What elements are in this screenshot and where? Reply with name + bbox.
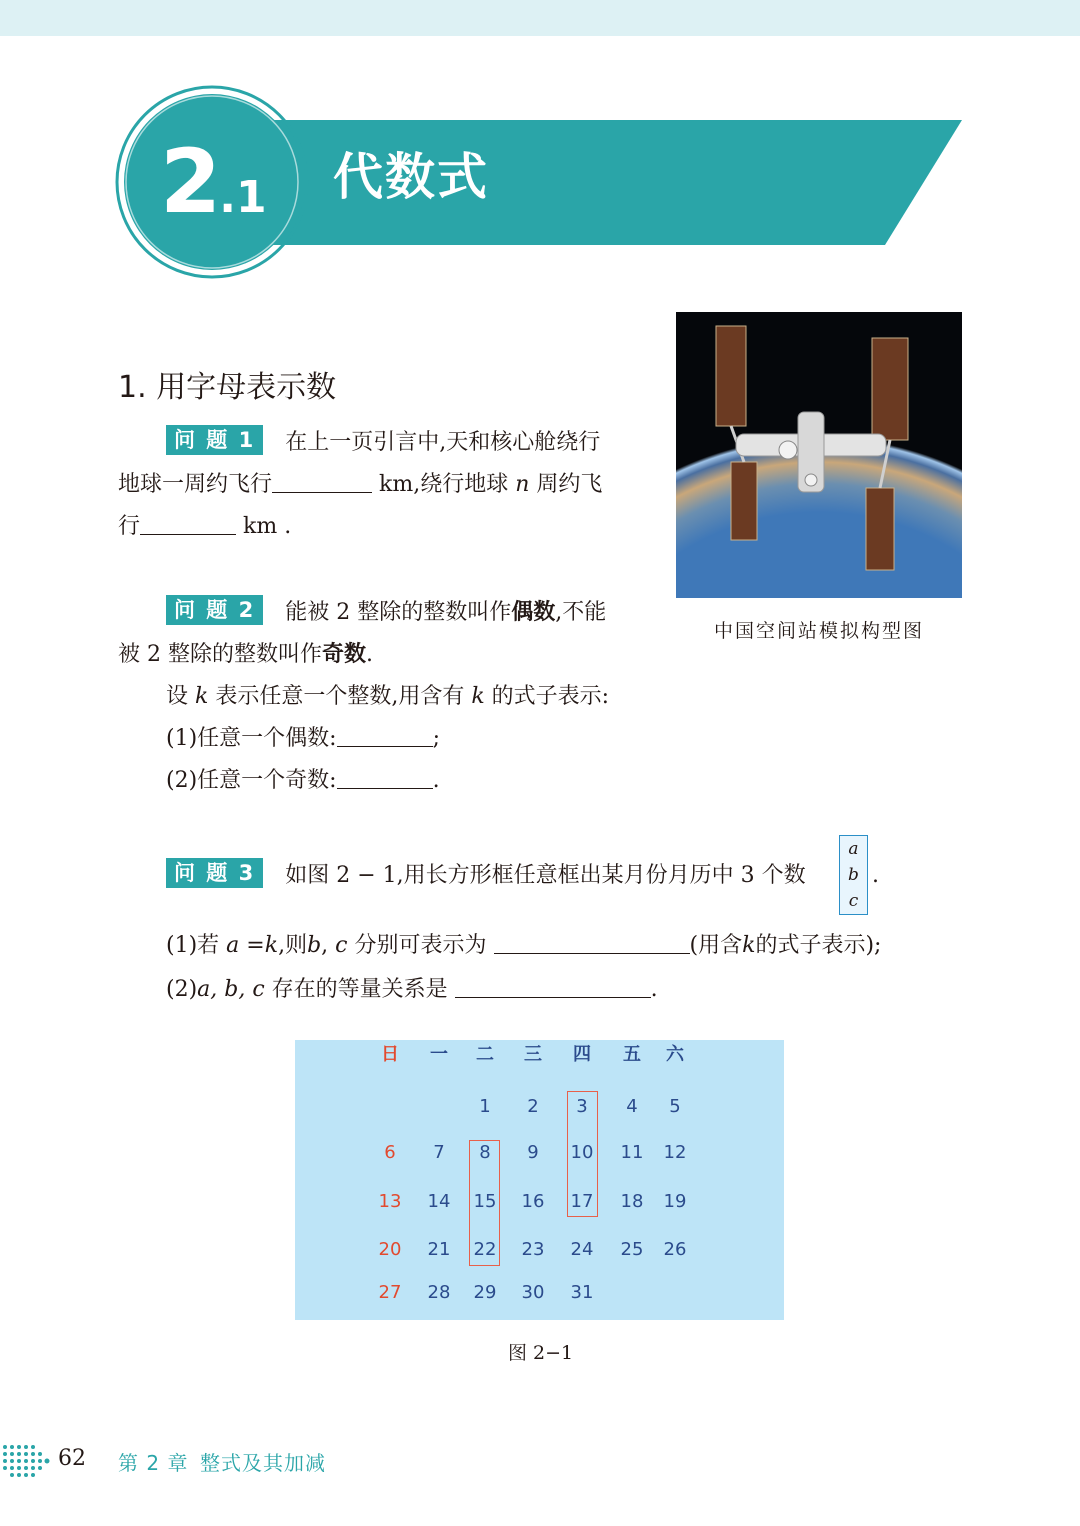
calendar-day: 29 <box>473 1282 497 1303</box>
calendar-day: 23 <box>521 1239 545 1260</box>
calendar-day: 26 <box>663 1239 687 1260</box>
calendar-day: 24 <box>570 1239 594 1260</box>
footer-dots-icon <box>2 1441 54 1477</box>
calendar-day: 9 <box>527 1142 539 1163</box>
problem-3-tag: 问 题 3 <box>166 858 263 888</box>
calendar-weekday-0: 日 <box>381 1044 399 1065</box>
answer-blank-4[interactable] <box>337 761 433 789</box>
calendar-day: 31 <box>570 1282 594 1303</box>
problem-2-tag: 问 题 2 <box>166 595 263 625</box>
calendar-day: 14 <box>427 1191 451 1212</box>
answer-blank-6[interactable] <box>455 970 651 998</box>
problem-3-period: . <box>872 863 879 888</box>
calendar-day: 5 <box>669 1096 681 1117</box>
calendar-day: 1 <box>479 1096 491 1117</box>
calendar-day: 10 <box>570 1142 594 1163</box>
term-even: 偶数 <box>511 600 556 625</box>
answer-blank-1[interactable] <box>272 465 372 493</box>
calendar-day: 27 <box>378 1282 402 1303</box>
calendar-day: 3 <box>576 1096 588 1117</box>
answer-blank-5[interactable] <box>494 926 690 954</box>
calendar-weekday-1: 一 <box>430 1044 448 1065</box>
space-station-photo <box>676 312 962 598</box>
page-number: 62 <box>58 1446 86 1471</box>
problem-1-line-2a: 地球一周约飞行 <box>118 472 273 497</box>
problem-2-item-1: (1)任意一个偶数: <box>166 726 337 751</box>
calendar-day: 18 <box>620 1191 644 1212</box>
calendar-day: 15 <box>473 1191 497 1212</box>
calendar-weekday-4: 四 <box>573 1044 591 1065</box>
calendar-day: 16 <box>521 1191 545 1212</box>
abc-frame-example: a b c <box>839 835 868 915</box>
calendar-weekday-3: 三 <box>524 1044 542 1065</box>
calendar-day: 11 <box>620 1142 644 1163</box>
problem-2-item-2: (2)任意一个奇数: <box>166 768 337 793</box>
problem-3-intro: 问 题 3 如图 2 − 1,用长方形框任意框出某月份月历中 3 个数 <box>166 855 866 897</box>
problem-1: 问 题 1 在上一页引言中,天和核心舱绕行 地球一周约飞行 km,绕行地球 n 周约飞 行 km . <box>118 422 658 548</box>
figure-caption: 图 2−1 <box>508 1342 574 1364</box>
calendar-day: 25 <box>620 1239 644 1260</box>
calendar-weekday-5: 五 <box>623 1044 641 1065</box>
solar-array-top-right <box>872 338 908 440</box>
page-footer <box>0 1438 1080 1482</box>
calendar-day: 28 <box>427 1282 451 1303</box>
solar-array-top-left <box>716 326 746 426</box>
calendar-day: 7 <box>433 1142 445 1163</box>
calendar-day: 6 <box>384 1142 396 1163</box>
answer-blank-3[interactable] <box>337 719 433 747</box>
calendar-day: 13 <box>378 1191 402 1212</box>
chapter-title: 整式及其加减 <box>200 1451 326 1475</box>
problem-1-line-1: 在上一页引言中,天和核心舱绕行 <box>285 430 601 455</box>
calendar-day: 8 <box>479 1142 491 1163</box>
calendar-day: 12 <box>663 1142 687 1163</box>
top-band <box>0 0 1080 36</box>
calendar-day: 4 <box>626 1096 638 1117</box>
calendar-day: 30 <box>521 1282 545 1303</box>
calendar-day: 17 <box>570 1191 594 1212</box>
problem-1-tag: 问 题 1 <box>166 425 263 455</box>
subheading: 1. 用字母表示数 <box>118 370 337 405</box>
problem-3-questions: (1)若 a =k,则b, c 分别可表示为 (用含k的式子表示); (2)a, b, c 存在的等量关系是 . <box>166 925 986 1011</box>
solar-array-bottom-right <box>866 488 894 570</box>
section-number: 2.1 <box>160 130 267 233</box>
section-title: 代数式 <box>333 148 489 206</box>
answer-blank-2[interactable] <box>140 507 236 535</box>
calendar-day: 20 <box>378 1239 402 1260</box>
calendar-day: 2 <box>527 1096 539 1117</box>
chapter-label: 第 2 章 <box>118 1451 189 1475</box>
photo-caption: 中国空间站模拟构型图 <box>713 620 924 642</box>
calendar-weekday-2: 二 <box>476 1044 494 1065</box>
section-header <box>0 80 1080 290</box>
calendar-weekday-6: 六 <box>666 1044 684 1065</box>
problem-2: 问 题 2 能被 2 整除的整数叫作偶数,不能 被 2 整除的整数叫作奇数. 设 k 表示任意一个整数,用含有 k 的式子表示: (1)任意一个偶数: ; (2)任意一个奇数: . <box>118 592 678 802</box>
calendar-day: 19 <box>663 1191 687 1212</box>
calendar-figure <box>295 1040 784 1320</box>
term-odd: 奇数 <box>321 642 366 667</box>
calendar-day: 21 <box>427 1239 451 1260</box>
calendar-day: 22 <box>473 1239 497 1260</box>
solar-array-bottom-left <box>731 462 757 540</box>
